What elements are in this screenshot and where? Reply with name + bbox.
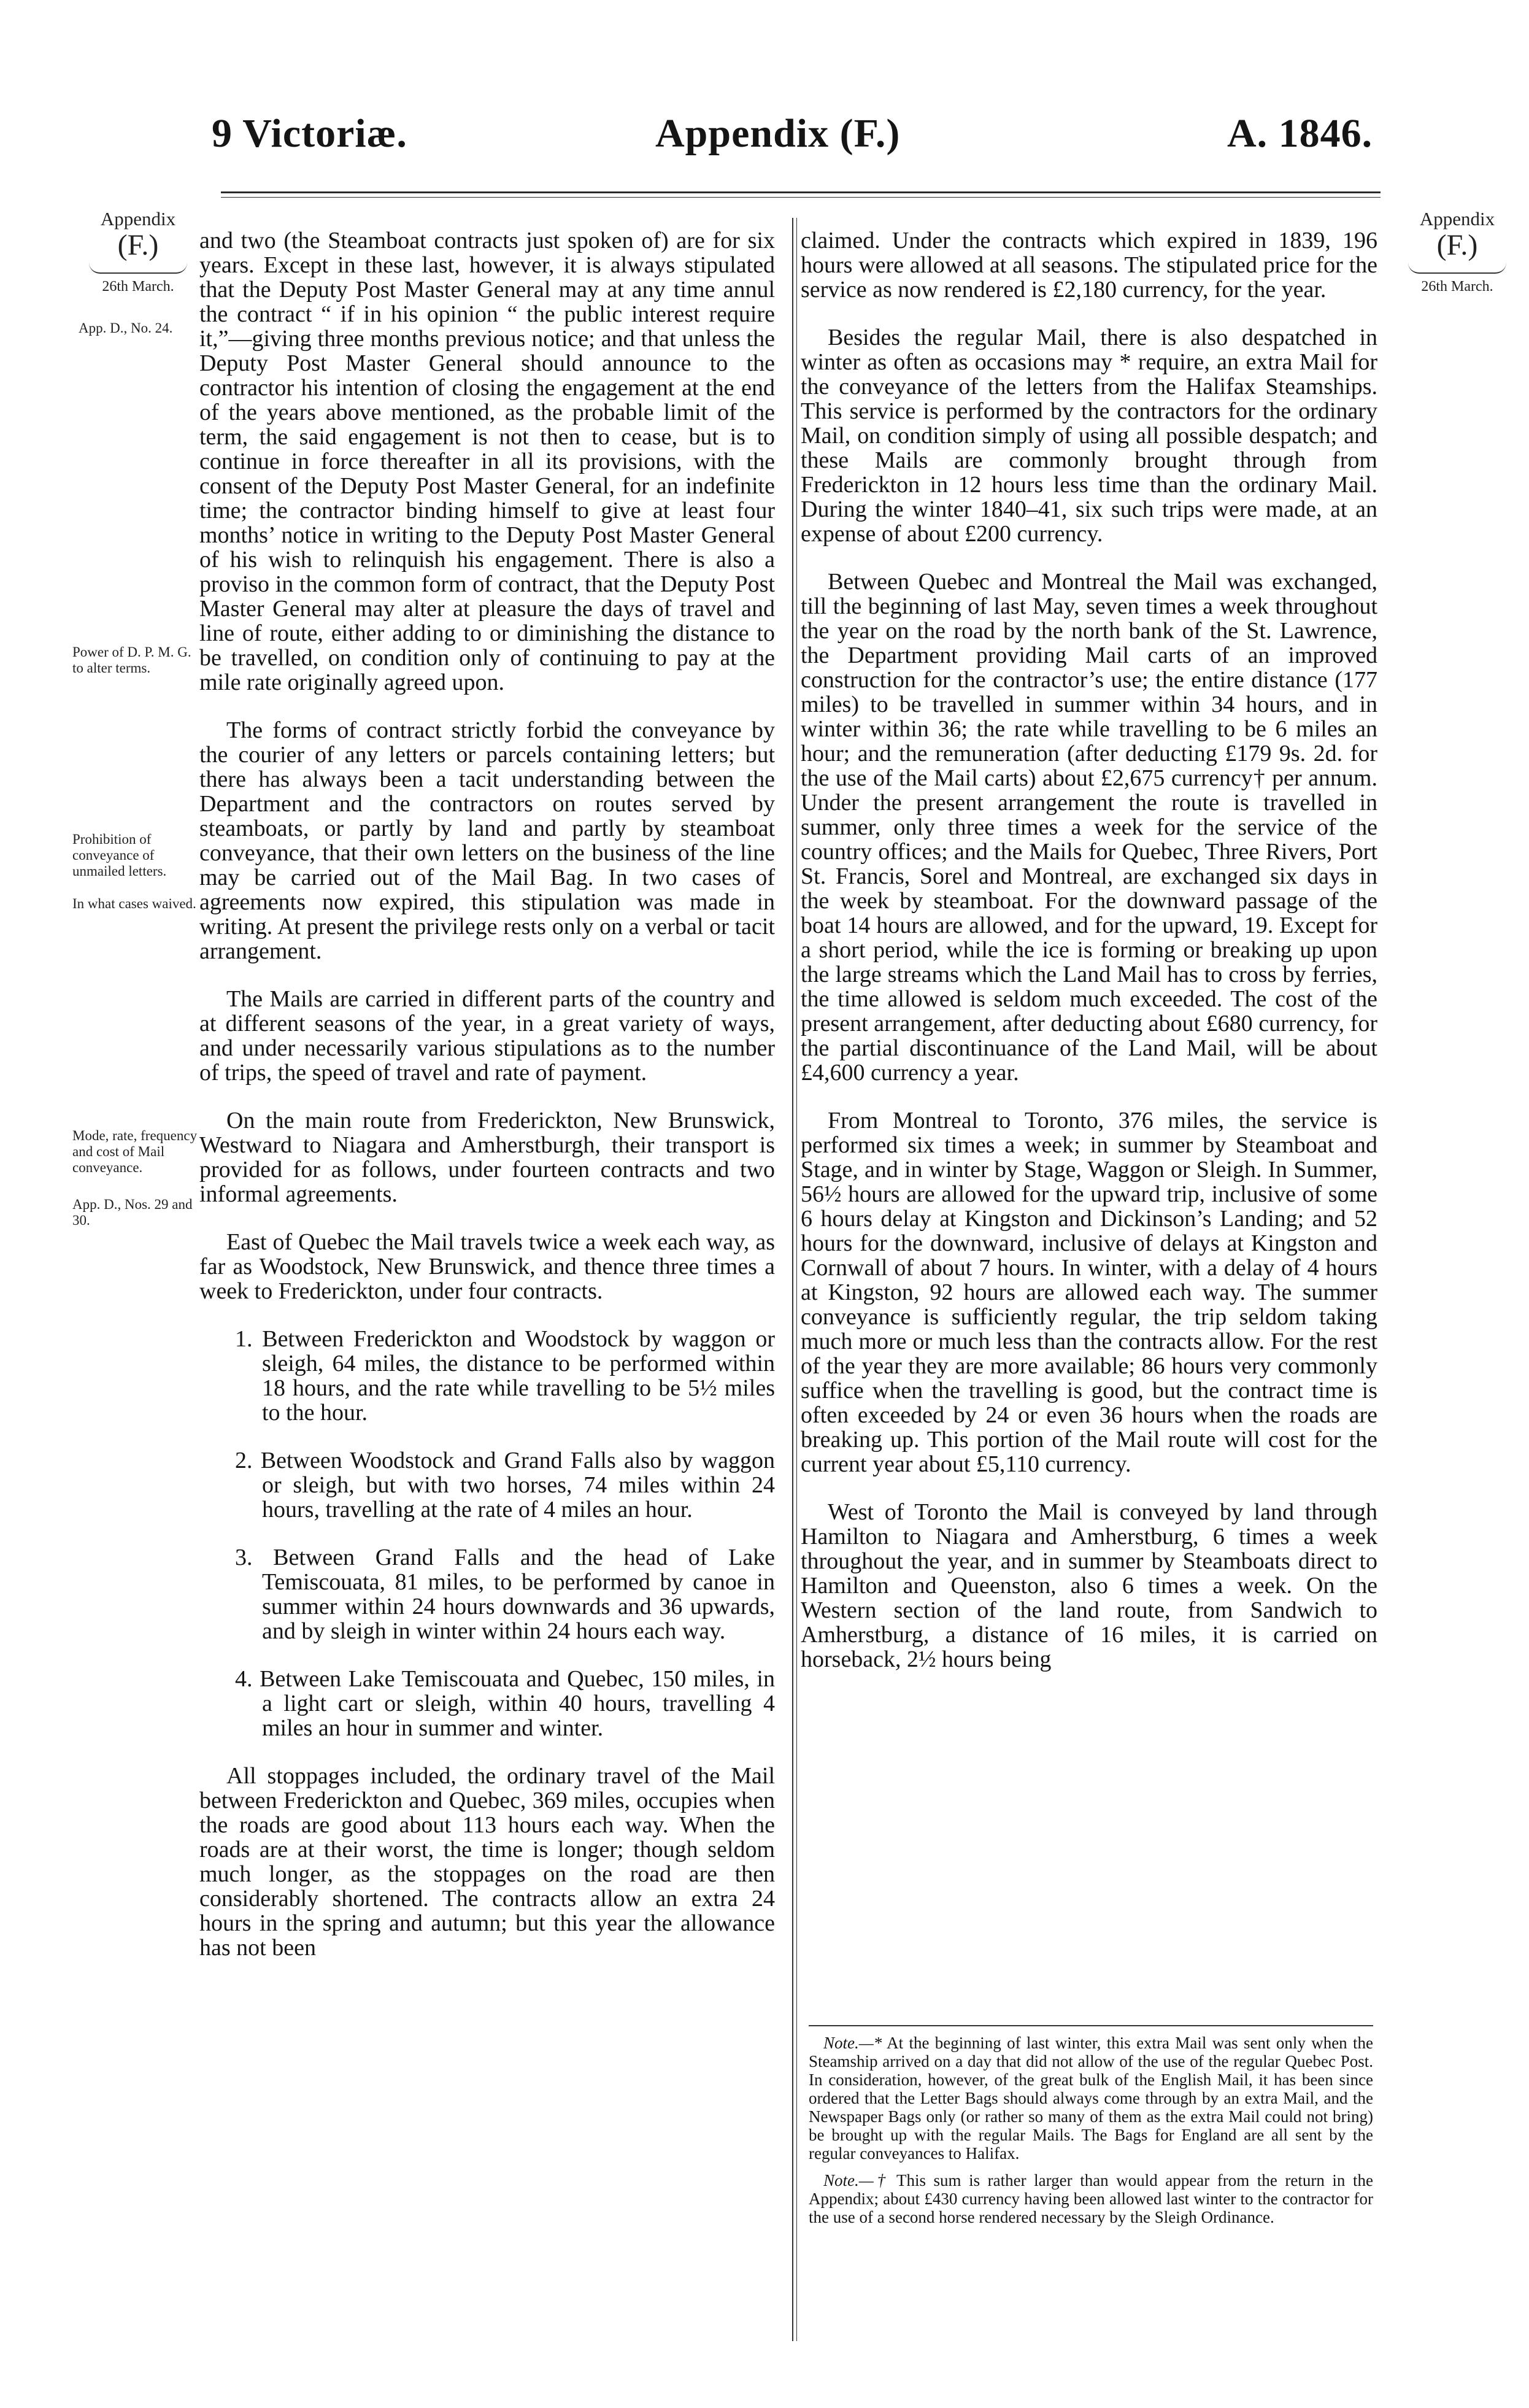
paragraph: Besides the regular Mail, there is also despatched in winter as often as occasions may * require, an extra Mail for the conveyance of the letters from the Halifax Steamships. This service is performed by the contractors for the ordinary Mail, on condition simply of using all possible despatch; and these Mails are commonly brought through from Frederickton in 12 hours less time than the ordinary Mail. During the winter 1840–41, six such trips were made, at an expense of about £200 currency. — [801, 325, 1377, 547]
margin-note-power: Power of D. P. M. G. to alter terms. — [72, 644, 191, 676]
right-column — [801, 228, 1377, 1695]
paragraph: claimed. Under the contracts which expired in 1839, 196 hours were allowed at all seasons. The stipulated price for the service as now rendered is £2,180 currency, for the year. — [801, 228, 1377, 303]
footnotes — [809, 2025, 1373, 2235]
paragraph: The Mails are carried in different parts of the country and at different seasons of the year, in a great variety of ways, and under necessarily various stipulations as to the number of trips, the speed of travel and rate of payment. — [199, 986, 775, 1086]
header-rule-thin — [221, 197, 1381, 198]
year-label: A. 1846. — [1227, 111, 1373, 156]
paragraph: Between Quebec and Montreal the Mail was exchanged, till the beginning of last May, seven times a week throughout the year on the road by the north bank of the St. Lawrence, the Department providing Mail carts of an improved construction for the contractor’s use; the entire distance (177 miles) to be travelled in summer within 34 hours, and in winter within 36; the rate while travelling to be 6 miles an hour; and the remuneration (after deducting £179 9s. 2d. for the use of the Mail carts) about £2,675 currency† per annum. Under the present arrangement the route is travelled in summer, only three times a week for the service of the country offices; and the Mails for Quebec, Three Rivers, Port St. Francis, Sorel and Montreal, are exchanged six days in the week by steamboat. For the downward passage of the boat 14 hours are allowed, and for the upward, 19. Except for a short period, while the ice is forming or breaking up upon the large streams which the Land Mail has to cross by ferries, the time allowed is seldom much exceeded. The cost of the present arrangement, after deducting about £680 currency, for the partial discontinuance of the Land Mail, will be about £4,600 currency a year. — [801, 569, 1377, 1086]
right-appendix-marker — [1405, 209, 1509, 295]
left-ref-app-d: App. D., No. 24. — [79, 320, 173, 336]
right-brace — [1408, 263, 1506, 274]
list-item: 2. Between Woodstock and Grand Falls also by waggon or sleigh, but with two horses, 74 miles within 24 hours, travelling at the rate of 4 miles an hour. — [235, 1448, 775, 1522]
margin-note-prohibition: Prohibition of conveyance of unmailed letters. — [72, 832, 167, 879]
left-brace — [89, 263, 187, 274]
session-label: 9 Victoriæ. — [212, 111, 407, 156]
column-divider-thin — [796, 218, 797, 2341]
right-appendix-title: Appendix — [1419, 208, 1495, 230]
left-appendix-title: Appendix — [100, 208, 176, 230]
header-rule — [221, 191, 1381, 193]
right-appendix-letter: (F.) — [1436, 229, 1478, 261]
margin-note-mode: Mode, rate, frequency and cost of Mail conveyance. — [72, 1128, 198, 1175]
left-appendix-letter: (F.) — [117, 229, 159, 261]
paragraph: From Montreal to Toronto, 376 miles, the service is performed six times a week; in summer by Steamboat and Stage, and in winter by Stage, Waggon or Sleigh. In Summer, 56½ hours are allowed for the upward trip, inclusive of some 6 hours delay at Kingston and Dickinson’s Landing; and 52 hours for the downward, inclusive of delays at Kingston and Cornwall of about 7 hours. In winter, with a delay of 4 hours at Kingston, 92 hours are allowed each way. The summer conveyance is sufficiently regular, the trip seldom taking much more or much less than the contracts allow. For the rest of the year they are more available; 86 hours very commonly suffice when the travelling is good, but the contract time is often exceeded by 24 or even 36 hours when the roads are breaking up. This portion of the Mail route will cost for the current year about £5,110 currency. — [801, 1108, 1377, 1477]
paragraph: On the main route from Frederickton, New Brunswick, Westward to Niagara and Amherstburgh, their transport is provided for as follows, under fourteen contracts and two informal agreements. — [199, 1108, 775, 1207]
margin-note-waived: In what cases waived. — [72, 896, 196, 911]
list-item: 4. Between Lake Temiscouata and Quebec, 150 miles, in a light cart or sleigh, within 40 hours, travelling 4 miles an hour in summer and winter. — [235, 1666, 775, 1741]
left-column — [199, 228, 775, 1983]
footnote-text: At the beginning of last winter, this extra Mail was sent only when the Steamship arrived on a day that did not allow of the use of the regular Quebec Post. In consideration, however, of the great bulk of the English Mail, it has been since ordered that the Letter Bags should always come through by an extra Mail, and the Newspaper Bags only (or rather so many of them as the extra Mail could not bring) be brought up with the regular Mails. The Bags for England are all sent by the regular conveyances to Halifax. — [809, 2034, 1373, 2163]
margin-note-mode-ref: App. D., Nos. 29 and 30. — [72, 1197, 193, 1228]
footnote-label: Note.—* — [823, 2034, 882, 2052]
footnote — [809, 2171, 1373, 2226]
footnote-label: Note.—† — [823, 2171, 889, 2190]
paragraph: West of Toronto the Mail is conveyed by land through Hamilton to Niagara and Amherstburg, 6 times a week throughout the year, and in summer by Steamboats direct to Hamilton and Queenston, also 6 times a week. On the Western section of the land route, from Sandwich to Amherstburg, a distance of 16 miles, it is carried on horseback, 2½ hours being — [801, 1499, 1377, 1672]
list-item: 1. Between Frederickton and Woodstock by waggon or sleigh, 64 miles, the distance to be performed within 18 hours, and the rate while travelling to be 5½ miles to the hour. — [235, 1326, 775, 1426]
left-date: 26th March. — [102, 279, 174, 295]
footnote-text: This sum is rather larger than would appear from the return in the Appendix; about £430 currency having been allowed last winter to the contractor for the use of a second horse rendered necessary by the Sleigh Ordinance. — [809, 2171, 1373, 2226]
right-date: 26th March. — [1421, 279, 1493, 295]
footnote — [809, 2034, 1373, 2163]
paragraph: East of Quebec the Mail travels twice a week each way, as far as Woodstock, New Brunswick, and thence three times a week to Frederickton, under four contracts. — [199, 1229, 775, 1304]
appendix-title: Appendix (F.) — [655, 111, 901, 156]
left-appendix-marker — [86, 209, 190, 295]
paragraph: and two (the Steamboat contracts just spoken of) are for six years. Except in these last, however, it is always stipulated that the Deputy Post Master General may at any time annul the contract “ if in his opinion “ the public interest require it,”—giving three months previous notice; and that unless the Deputy Post Master General should announce to the contractor his intention of closing the engagement at the end of the years above mentioned, as the probable limit of the term, the said engagement is not then to cease, but is to continue in force thereafter in all its provisions, with the consent of the Deputy Post Master General, for an indefinite time; the contractor binding himself to give at least four months’ notice in writing to the Deputy Post Master General of his wish to relinquish his engagement. There is also a proviso in the common form of contract, that the Deputy Post Master General may alter at pleasure the days of travel and line of route, either adding to or diminishing the distance to be travelled, on condition only of continuing to pay at the mile rate originally agreed upon. — [199, 228, 775, 695]
contract-list — [199, 1327, 775, 1740]
column-divider — [792, 218, 793, 2341]
paragraph: The forms of contract strictly forbid the conveyance by the courier of any letters or parcels containing letters; but there has always been a tacit understanding between the Department and the contractors on routes served by steamboats, or partly by land and partly by steamboat conveyance, that their own letters on the business of the line may be carried out of the Mail Bag. In two cases of agreements now expired, this stipulation was made in writing. At present the privilege rests only on a verbal or tacit arrangement. — [199, 717, 775, 964]
paragraph: All stoppages included, the ordinary travel of the Mail between Frederickton and Quebec, 369 miles, occupies when the roads are good about 113 hours each way. When the roads are at their worst, the time is longer; though seldom much longer, as the stoppages on the road are then considerably shortened. The contracts allow an extra 24 hours in the spring and autumn; but this year the allowance has not been — [199, 1763, 775, 1961]
list-item: 3. Between Grand Falls and the head of Lake Temiscouata, 81 miles, to be performed by canoe in summer within 24 hours downwards and 36 upwards, and by sleigh in winter within 24 hours each way. — [235, 1545, 775, 1644]
